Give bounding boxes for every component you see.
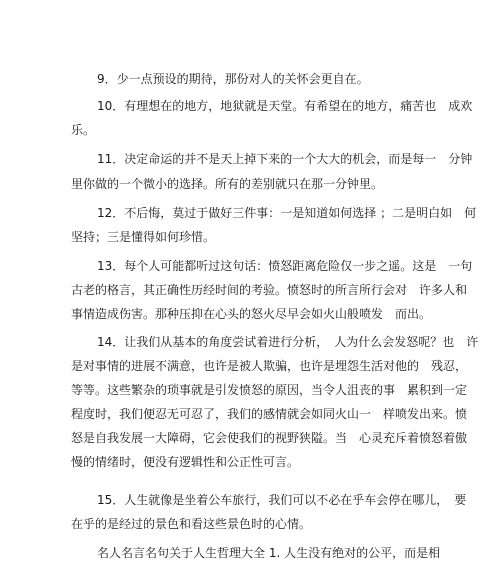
- text-line: 怒是自我发展一大障碍，它会使我们的视野狭隘。当 心灵充斥着愤怒着傲: [71, 431, 468, 445]
- text-line: 在乎的是经过的景色和看这些景色时的心情。: [71, 517, 312, 531]
- text-line: 12．不后悔，莫过于做好三件事：一是知道如何选择 ；二是明白如 何: [97, 206, 477, 220]
- text-line: 等等。这些繁杂的琐事就是引发愤怒的原因，当令人沮丧的事 累积到一定: [71, 383, 468, 397]
- text-line: 程度时，我们便忍无可忍了，我们的感情就会如同火山一 样喷发出来。愤: [71, 407, 468, 421]
- text-line: 古老的格言，其正确性历经时间的考验。愤怒时的所言所行会对 许多人和: [71, 283, 468, 297]
- text-line: 是对事情的进展不满意，也许是被人欺骗，也许是埋怨生活对他的 残忍，: [71, 359, 468, 373]
- text-line: 事情造成伤害。那种压抑在心头的怒火尽早会如火山般喷发 而出。: [71, 307, 432, 321]
- text-line: 10．有理想在的地方，地狱就是天堂。有希望在的地方，痛苦也 成欢: [97, 99, 473, 113]
- text-line: 坚持；三是懂得如何珍惜。: [71, 230, 216, 244]
- text-line: 14．让我们从基本的角度尝试着进行分析， 人为什么会发怒呢？也 许: [97, 335, 479, 349]
- text-line: 15．人生就像是坐着公车旅行，我们可以不必在乎车会停在哪儿， 要: [97, 493, 467, 507]
- text-line: 11．决定命运的并不是天上掉下来的一个大大的机会，而是每一 分钟: [97, 152, 473, 166]
- text-line: 慢的情绪时，便没有逻辑性和公正性可言。: [71, 455, 300, 469]
- text-line: 名人名言名句关于人生哲理大全 1. 人生没有绝对的公平，而是相: [97, 546, 441, 560]
- text-line: 里你做的一个微小的选择。所有的差别就只在那一分钟里。: [71, 177, 384, 191]
- text-line: 9．少一点预设的期待，那份对人的关怀会更自在。: [97, 72, 369, 86]
- text-line: 乐。: [71, 123, 96, 137]
- text-line: 13．每个人可能都听过这句话：愤怒距离危险仅一步之遥。这是 一句: [97, 259, 473, 273]
